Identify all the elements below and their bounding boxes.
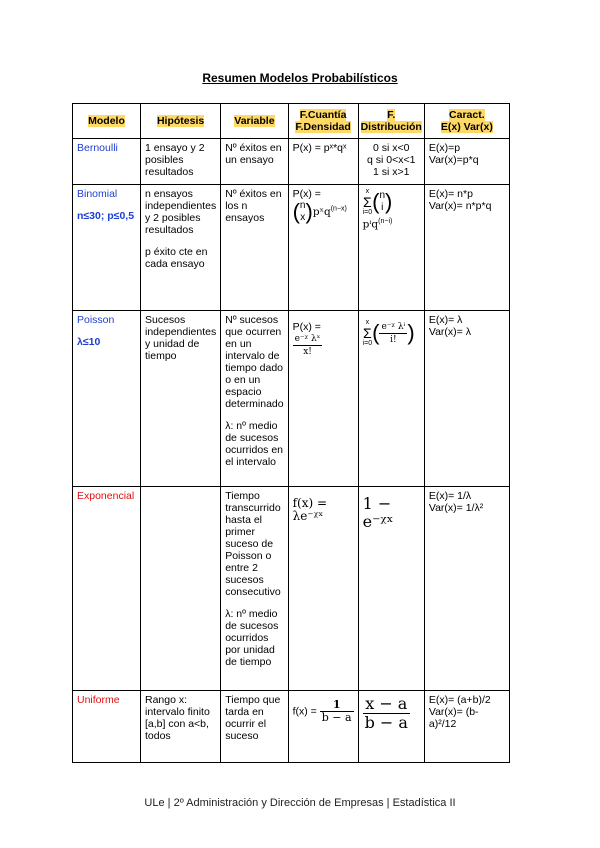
cuantia-cell: f(x) = $\frac{1}{b - a}$ [288, 691, 358, 763]
header-caract: Caract. E(x) Var(x) [424, 104, 509, 139]
header-distribucion: F. Distribución [358, 104, 424, 139]
caract-cell: E(x)= (a+b)/2 Var(x)= (b-a)²/12 [424, 691, 509, 763]
distribucion-cell: 0 si x<0 q si 0<x<1 1 si x>1 [358, 139, 424, 185]
row-binomial [73, 185, 510, 311]
variable-cell: Nº sucesos que ocurren en un intervalo de tiempo dado o en un espacio determinado λ: nº medio de sucesos ocurridos en el intervalo [221, 311, 288, 487]
model-name: Poisson λ≤10 [73, 311, 141, 487]
caract-cell: E(x)= 1/λ Var(x)= 1/λ² [424, 487, 509, 691]
distribucion-cell: x Σ i=0( $\frac{\text{e⁻ᵡ λⁱ}}{i!}$ ) [358, 311, 424, 487]
variable-cell: Nº éxitos en los n ensayos [221, 185, 288, 311]
header-modelo: Modelo [73, 104, 141, 139]
distribucion-cell: x Σ i=0(n i)pⁱq$^{(n-i)}$ [358, 185, 424, 311]
cuantia-cell: P(x) = $\frac{\text{e⁻ᵡ λˣ}}{x!}$ [288, 311, 358, 487]
page-footer: ULe | 2º Administración y Dirección de Empresas | Estadística II [144, 797, 456, 809]
hipotesis-cell: Sucesos independientes y unidad de tiempo [141, 311, 221, 487]
row-bernoulli [73, 139, 510, 185]
model-name: Bernoulli [73, 139, 141, 185]
hipotesis-cell: Rango x: intervalo finito [a,b] con a<b, todos [141, 691, 221, 763]
variable-cell: Nº éxitos en un ensayo [221, 139, 288, 185]
page-title: Resumen Modelos Probabilísticos [202, 71, 398, 85]
model-name: Uniforme [73, 691, 141, 763]
row-uniforme [73, 691, 510, 763]
cuantia-cell: P(x) = (n x)pˣq$^{(n-x)}$ [288, 185, 358, 311]
distribucion-cell: $\frac{x - a}{b - a}$ [358, 691, 424, 763]
hipotesis-cell: n ensayos independientes y 2 posibles resultados p éxito cte en cada ensayo [141, 185, 221, 311]
caract-cell: E(x)= n*p Var(x)= n*p*q [424, 185, 509, 311]
hipotesis-cell [141, 487, 221, 691]
model-name: Binomial n≤30; p≤0,5 [73, 185, 141, 311]
row-exponencial [73, 487, 510, 691]
header-cuantia: F.Cuantía F.Densidad [288, 104, 358, 139]
model-name: Exponencial [73, 487, 141, 691]
header-variable: Variable [221, 104, 288, 139]
distribucion-cell: 1 − e⁻ᵡˣ [358, 487, 424, 691]
header-row [73, 104, 510, 139]
models-table [72, 103, 510, 763]
cuantia-cell: P(x) = pˣ*qˣ [288, 139, 358, 185]
hipotesis-cell: 1 ensayo y 2 posibles resultados [141, 139, 221, 185]
header-hipotesis: Hipótesis [141, 104, 221, 139]
caract-cell: E(x)= λ Var(x)= λ [424, 311, 509, 487]
cuantia-cell: f(x) = λe⁻ᵡˣ [288, 487, 358, 691]
variable-cell: Tiempo transcurrido hasta el primer suceso de Poisson o entre 2 sucesos consecutivo λ: nº medio de sucesos ocurridos por unidad de tiempo [221, 487, 288, 691]
caract-cell: E(x)=p Var(x)=p*q [424, 139, 509, 185]
variable-cell: Tiempo que tarda en ocurrir el suceso [221, 691, 288, 763]
row-poisson [73, 311, 510, 487]
